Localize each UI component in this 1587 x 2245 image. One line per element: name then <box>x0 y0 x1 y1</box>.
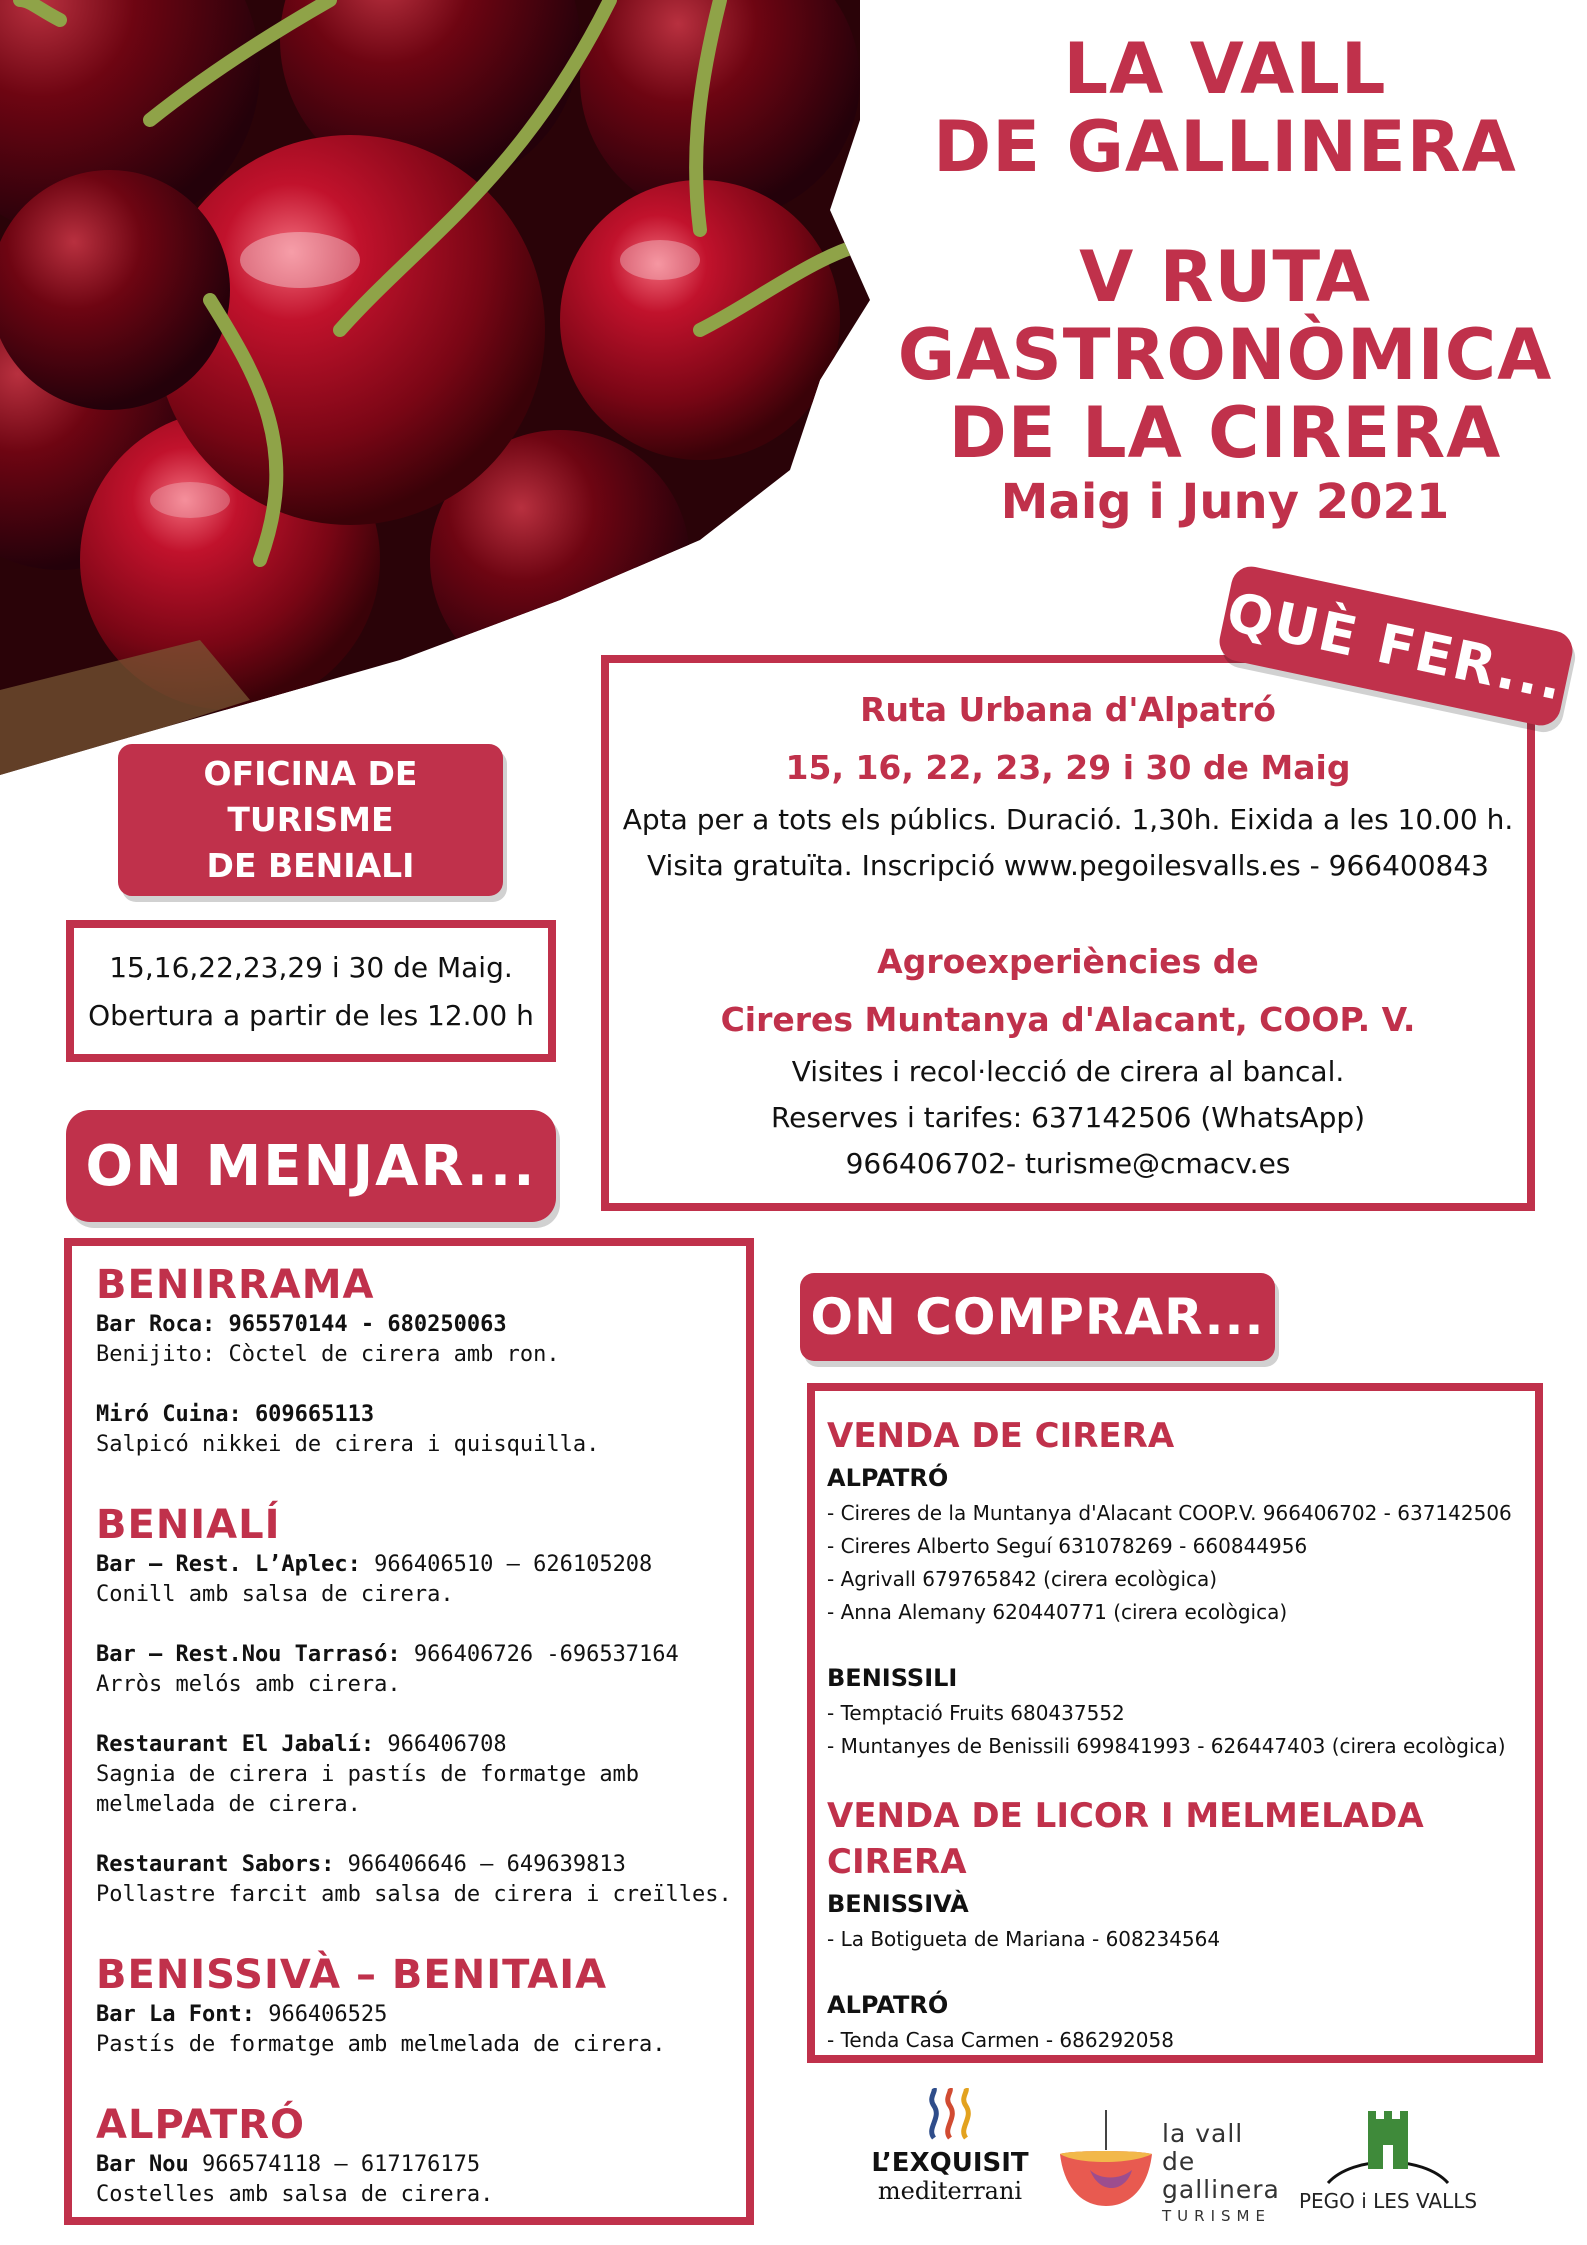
restaurant-phone: 966406510 – 626105208 <box>360 1552 653 1577</box>
town-heading: BENIALÍ <box>96 1502 281 1548</box>
on-comprar-box <box>807 1383 1543 2063</box>
restaurant-dish: Arròs melós amb cirera. <box>96 1672 401 1697</box>
agro-title-2: Cireres Muntanya d'Alacant, COOP. V. <box>720 1000 1416 1039</box>
lexquisit-name: L’EXQUISIT <box>871 2148 1029 2178</box>
lexquisit-logo <box>860 2088 1040 2228</box>
ruta-line-2: Visita gratuïta. Inscripció www.pegoilesvalls.es - 966400843 <box>647 849 1489 882</box>
town-benissili: BENISSILI <box>827 1664 958 1692</box>
que-fer-label: QUÈ FER... <box>1216 563 1576 729</box>
pego-logo <box>1298 2105 1478 2225</box>
restaurant-dish: Pastís de formatge amb melmelada de cirera. <box>96 2032 666 2057</box>
lexquisit-sub: mediterrani <box>877 2177 1023 2205</box>
venda-licor-heading: VENDA DE LICOR I MELMELADA CIRERA <box>827 1796 1424 1882</box>
shop-item: - Anna Alemany 620440771 (cirera ecològica) <box>827 1600 1288 1624</box>
restaurant-phone: 966406525 <box>254 2002 388 2027</box>
town-heading: BENIRRAMA <box>96 1262 375 1308</box>
title-line-4: GASTRONÒMICA <box>897 314 1553 396</box>
restaurant-dish: Costelles amb salsa de cirera. <box>96 2182 494 2207</box>
pego-name: PEGO i LES VALLS <box>1298 2189 1478 2213</box>
agro-line-1: Visites i recol·lecció de cirera al bancal. <box>791 1055 1345 1088</box>
vall-logo-line-1: la vall de <box>1162 2119 1244 2176</box>
restaurant-name: Bar Nou <box>96 2152 189 2177</box>
ruta-line-1: Apta per a tots els públics. Duració. 1,30h. Eixida a les 10.00 h. <box>622 803 1514 836</box>
vall-logo-line-3: TURISME <box>1162 2207 1271 2225</box>
restaurant-name: Bar – Rest. L’Aplec: <box>96 1552 361 1577</box>
restaurant-entry <box>96 1310 746 1370</box>
shop-item: - Agrivall 679765842 (cirera ecològica) <box>827 1567 1218 1591</box>
restaurant-entry <box>96 1640 746 1700</box>
restaurant-dish: Salpicó nikkei de cirera i quisquilla. <box>96 1432 600 1457</box>
town-benissiva: BENISSIVÀ <box>827 1890 969 1918</box>
restaurant-dish: Conill amb salsa de cirera. <box>96 1582 454 1607</box>
vall-logo-line-2: gallinera <box>1162 2175 1280 2204</box>
oficina-box <box>66 920 556 1062</box>
town-alpatro-2: ALPATRÓ <box>827 1991 949 2019</box>
oficina-line-2: TURISME <box>227 800 394 839</box>
castle-icon <box>1323 2105 1453 2185</box>
ruta-title: Ruta Urbana d'Alpatró <box>860 690 1276 729</box>
ruta-dates: 15, 16, 22, 23, 29 i 30 de Maig <box>785 748 1351 787</box>
restaurant-phone: 966406726 -696537164 <box>400 1642 679 1667</box>
shop-item: - Temptació Fruits 680437552 <box>827 1701 1125 1725</box>
restaurant-dish: Sagnia de cirera i pastís de formatge amb <box>96 1762 640 1787</box>
restaurant-entry <box>96 2000 746 2060</box>
restaurant-entry <box>96 1550 746 1610</box>
shop-item: - Cireres de la Muntanya d'Alacant COOP.V. 966406702 - 637142506 <box>827 1501 1512 1525</box>
restaurant-name: Restaurant El Jabalí: <box>96 1732 375 1757</box>
oficina-info-2: Obertura a partir de les 12.00 h <box>88 999 534 1032</box>
on-comprar-label: ON COMPRAR... <box>800 1273 1275 1361</box>
subtitle: Maig i Juny 2021 <box>1000 474 1450 530</box>
restaurant-entry <box>96 2150 746 2210</box>
agro-line-3: 966406702- turisme@cmacv.es <box>845 1147 1291 1180</box>
oficina-pill <box>118 744 503 896</box>
title-line-1: LA VALL <box>1063 28 1387 110</box>
title-line-2: DE GALLINERA <box>933 106 1517 188</box>
restaurant-name: Bar Roca: 965570144 - 680250063 <box>96 1312 507 1337</box>
town-heading: ALPATRÓ <box>96 2102 306 2148</box>
agro-line-2: Reserves i tarifes: 637142506 (WhatsApp) <box>770 1101 1366 1134</box>
restaurant-entry <box>96 1850 746 1910</box>
bowl-icon <box>1060 2110 1152 2210</box>
town-alpatro: ALPATRÓ <box>827 1464 949 1492</box>
town-heading: BENISSIVÀ – BENITAIA <box>96 1952 608 1998</box>
restaurant-entry <box>96 1400 746 1460</box>
vall-gallinera-logo <box>1060 2110 1285 2225</box>
que-fer-box <box>601 655 1535 1211</box>
restaurant-phone: 966406708 <box>374 1732 507 1757</box>
restaurant-dish: Pollastre farcit amb salsa de cirera i creïlles. <box>96 1882 732 1907</box>
restaurant-name: Restaurant Sabors: <box>96 1852 335 1877</box>
restaurant-phone: 966574118 – 617176175 <box>188 2152 481 2177</box>
title-block <box>880 30 1570 530</box>
on-menjar-box <box>64 1238 754 2225</box>
shop-item: - Cireres Alberto Seguí 631078269 - 660844956 <box>827 1534 1308 1558</box>
oficina-line-1: OFICINA DE <box>203 754 418 793</box>
on-menjar-label: ON MENJAR... <box>66 1110 556 1222</box>
restaurant-name: Bar La Font: <box>96 2002 255 2027</box>
restaurant-name: Bar – Rest.Nou Tarrasó: <box>96 1642 401 1667</box>
oficina-line-3: DE BENIALI <box>206 846 415 885</box>
title-line-5: DE LA CIRERA <box>948 392 1502 474</box>
shop-item: - Muntanyes de Benissili 699841993 - 626447403 (cirera ecològica) <box>827 1734 1506 1758</box>
shop-item: - Tenda Casa Carmen - 686292058 <box>827 2028 1174 2052</box>
oficina-info-1: 15,16,22,23,29 i 30 de Maig. <box>109 951 513 984</box>
restaurant-dish-cont: melmelada de cirera. <box>96 1792 361 1817</box>
steam-icon <box>920 2088 980 2144</box>
restaurant-entry <box>96 1730 746 1820</box>
restaurant-name: Miró Cuina: 609665113 <box>96 1402 375 1427</box>
agro-title-1: Agroexperiències de <box>877 942 1259 981</box>
restaurant-dish: Benijito: Còctel de cirera amb ron. <box>96 1342 560 1367</box>
title-line-3: V RUTA <box>1079 236 1371 318</box>
venda-cirera-heading: VENDA DE CIRERA <box>827 1416 1175 1456</box>
restaurant-phone: 966406646 – 649639813 <box>334 1852 626 1877</box>
shop-item: - La Botigueta de Mariana - 608234564 <box>827 1927 1221 1951</box>
